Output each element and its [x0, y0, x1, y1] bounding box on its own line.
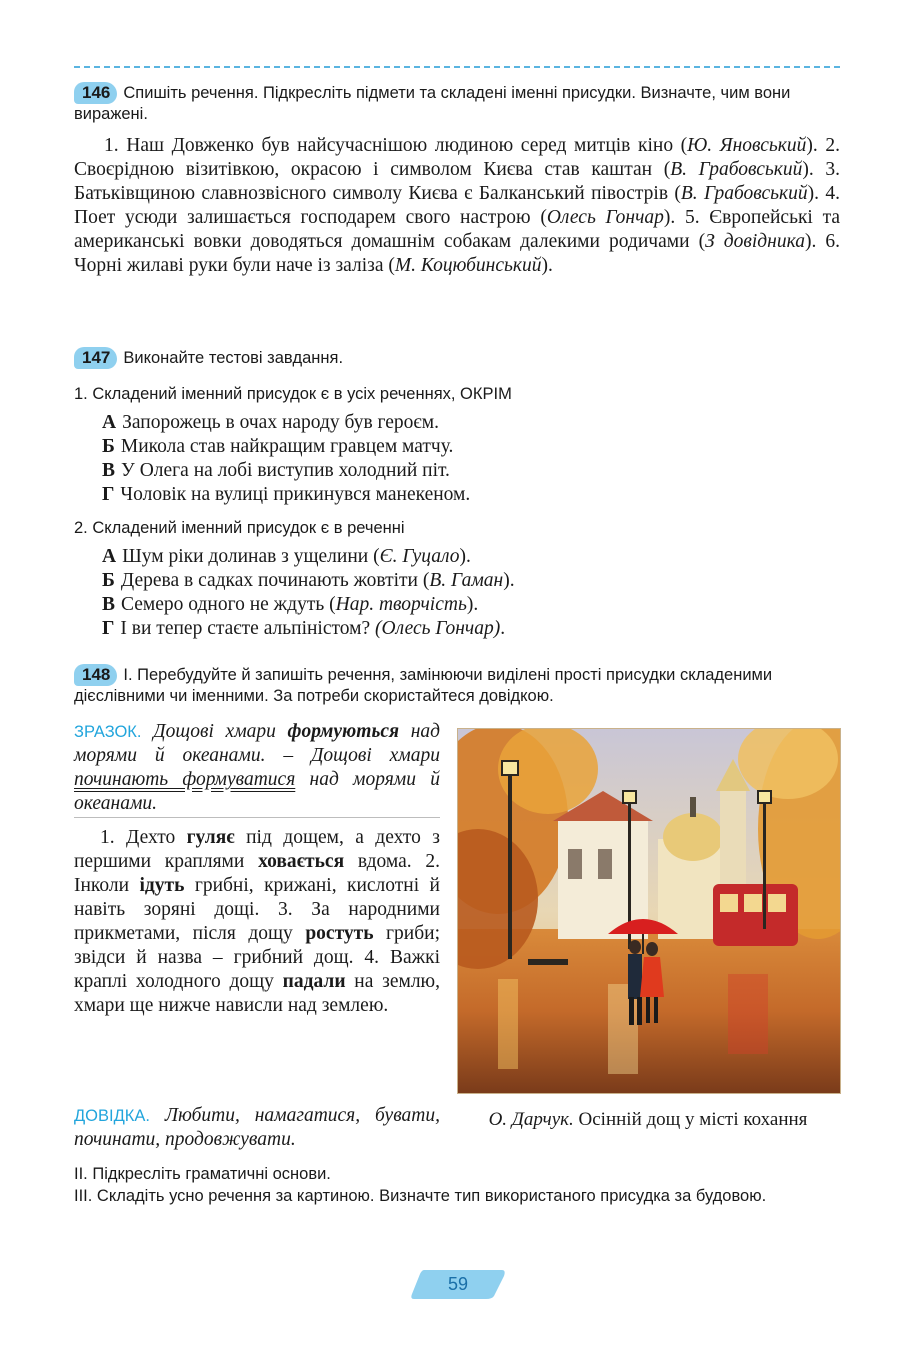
option-end: ).: [459, 546, 471, 567]
option-text: Чоловік на вулиці прикинувся манекеном.: [120, 484, 471, 505]
author: В. Грабовський: [670, 159, 803, 180]
sample-dash: –: [265, 745, 312, 766]
highlighted-verb: падали: [282, 971, 346, 992]
painting-autumn-rain: [457, 728, 841, 1094]
exercise-147-number: 147: [74, 347, 117, 369]
painting-caption: [457, 1108, 839, 1131]
sample-text: Дощові хмари: [311, 745, 440, 766]
author: Ю. Яновський: [687, 135, 807, 156]
hint-label: ДОВІДКА.: [74, 1107, 150, 1125]
exercise-146-number: 146: [74, 82, 117, 104]
author: В. Грабовський: [680, 183, 808, 204]
exercise-148-instruction: І. Перебудуйте й запишіть речення, замінюючи виділені прості присудки складеними дієслівними чи іменними. За потреби скористайтеся довідкою.: [74, 666, 773, 705]
exercise-148-task: [74, 664, 840, 707]
sample-text: Дощові хмари: [153, 721, 288, 742]
sentence-text: ).: [541, 255, 553, 276]
option-v: [102, 459, 822, 483]
question-1: 1. Складений іменний присудок є в усіх реченнях, ОКРІМ: [74, 385, 512, 403]
option-b: [102, 435, 822, 459]
option-letter: Б: [102, 436, 115, 457]
option-a: [102, 545, 822, 569]
sample-label: ЗРАЗОК.: [74, 723, 142, 741]
option-v: [102, 593, 822, 617]
sample-text: над морями й океанами.: [74, 769, 440, 814]
option-end: ).: [466, 594, 479, 615]
option-end: ).: [503, 570, 515, 591]
author: (Олесь Гончар): [375, 618, 501, 639]
sample-verb: формуються: [287, 721, 400, 742]
exercise-146-instruction: Спишіть речення. Підкресліть підмети та складені іменні присудки. Визначте, чим вони виражені.: [74, 84, 791, 123]
author: Олесь Гончар: [546, 207, 664, 228]
caption-author: О. Дарчук.: [488, 1109, 574, 1130]
sentence-text: ). 5. Європейські та американські вовки доводяться домашнім собакам далекими родичами (: [74, 207, 840, 252]
sentence-text: грибні, крижані, кислотні й навіть зоряні дощі. 3. За народними прикметами, після дощу: [74, 875, 440, 944]
option-text: Шум ріки долинав з ущелини (: [122, 546, 380, 567]
question-2: 2. Складений іменний присудок є в реченні: [74, 519, 405, 537]
author: Є. Гуцало: [379, 546, 460, 567]
option-letter: В: [102, 594, 116, 615]
task-3: ІІІ. Складіть усно речення за картиною. Визначте тип використаного присудка за будовою.: [74, 1187, 767, 1205]
sentence-text: гриби; звідси й назва – грибний дощ. 4. Важкі краплі холодного дощу: [74, 923, 440, 992]
option-text: Запорожець в очах народу був героєм.: [122, 412, 440, 433]
sentence-text: ). 3. Батьківщиною славнозвісного символу Києва є Балканський півострів (: [74, 159, 841, 204]
sentence-text: на землю, хмари ще нижче нависли над землею.: [74, 971, 440, 1016]
option-end: .: [500, 618, 506, 639]
option-text: Дерева в садках починають жовтіти (: [120, 570, 430, 591]
option-text: Семеро одного не ждуть (: [121, 594, 336, 615]
option-letter: А: [102, 412, 117, 433]
sentence-text: ). 6. Чорні жилаві руки були наче із заліза (: [74, 231, 841, 276]
sentence-text: 1. Наш Довженко був найсучаснішою людиною серед митців кіно (: [104, 135, 688, 156]
author: М. Коцюбинський: [394, 255, 542, 276]
exercise-146-text: [74, 134, 840, 278]
option-b: [102, 569, 822, 593]
sample-text: над морями й океанами.: [74, 721, 440, 766]
sentence-text: ). 4. Поет усюди залишається господарем свого настрою (: [74, 183, 840, 228]
hint-text: Любити, намагатися, бувати, починати, продовжувати.: [74, 1105, 441, 1150]
sample-divider: [74, 817, 440, 818]
hint-block: [74, 1104, 440, 1152]
option-g: [102, 483, 822, 507]
exercise-148-number: 148: [74, 664, 117, 686]
highlighted-verb: ховається: [258, 851, 345, 872]
option-text: І ви тепер стаєте альпіністом?: [120, 618, 376, 639]
author: В. Гаман: [429, 570, 504, 591]
sentence-text: 1. Дехто: [100, 827, 187, 848]
task-2: ІІ. Підкресліть граматичні основи.: [74, 1165, 331, 1183]
option-text: У Олега на лобі виступив холодний піт.: [121, 460, 450, 481]
sample-predicate: починають формуватися: [74, 769, 296, 790]
sentence-text: вдома. 2. Інколи: [74, 851, 440, 896]
option-text: Микола став найкращим гравцем матчу.: [120, 436, 454, 457]
author: Нар. творчість: [335, 594, 467, 615]
author: З довідника: [705, 231, 805, 252]
option-letter: Б: [102, 570, 115, 591]
exercise-148-text: [74, 826, 440, 1018]
exercise-147-task: [74, 347, 840, 369]
question-1-options: [102, 411, 822, 507]
option-a: [102, 411, 822, 435]
page-number: 59: [447, 1274, 469, 1294]
exercise-146-task: [74, 82, 840, 125]
option-g: [102, 617, 822, 641]
question-2-options: [102, 545, 822, 641]
sample-block: [74, 720, 440, 816]
option-letter: Г: [102, 618, 115, 639]
highlighted-verb: ростуть: [305, 923, 374, 944]
caption-title: Осінній дощ у місті кохання: [578, 1109, 808, 1130]
option-letter: В: [102, 460, 116, 481]
highlighted-verb: гуляє: [186, 827, 235, 848]
sentence-text: під дощем, а дехто з першими краплями: [74, 827, 440, 872]
section-divider: [74, 66, 840, 68]
highlighted-verb: ідуть: [139, 875, 185, 896]
option-letter: А: [102, 546, 117, 567]
sentence-text: ). 2. Своєрідною візитівкою, окрасою і символом Києва став каштан (: [74, 135, 840, 180]
page-number-badge: [410, 1268, 506, 1300]
option-letter: Г: [102, 484, 115, 505]
exercise-147-instruction: Виконайте тестові завдання.: [123, 349, 344, 367]
